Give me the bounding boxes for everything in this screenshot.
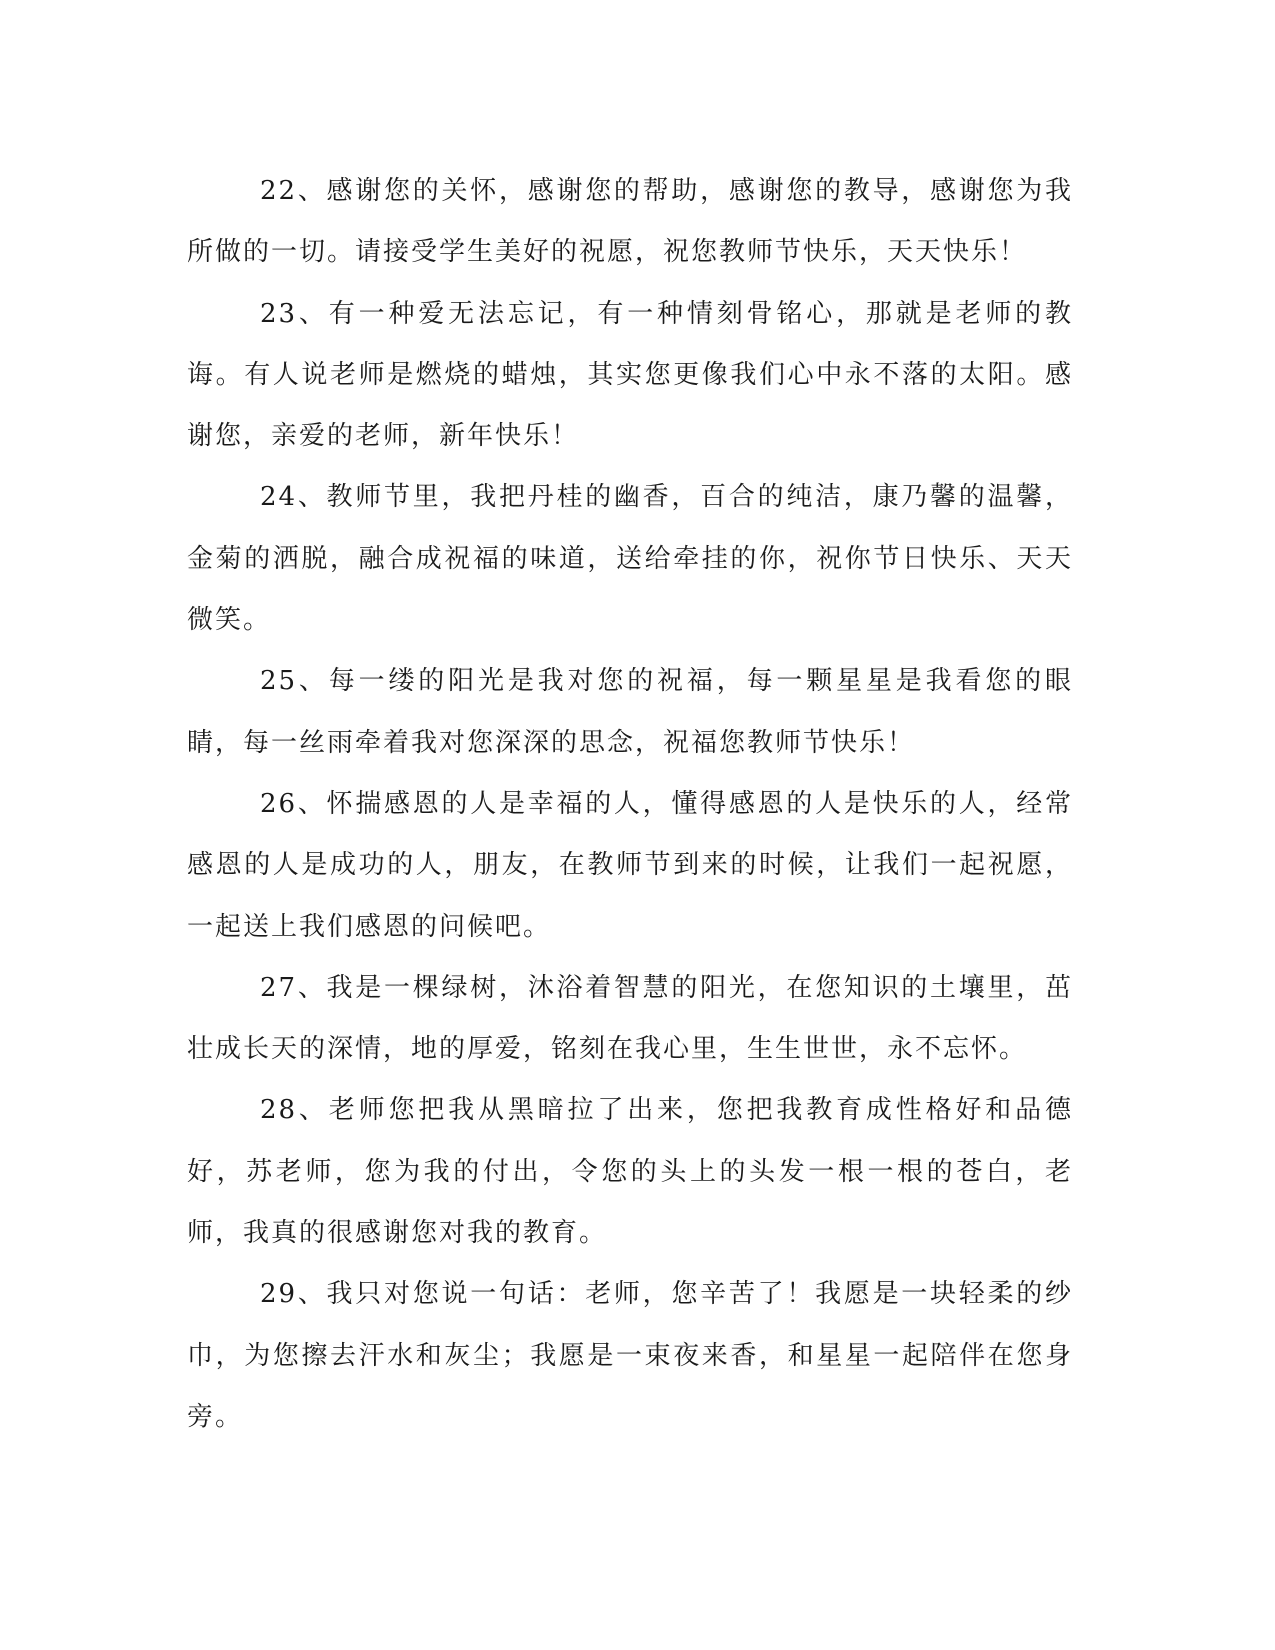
paragraph-28: 28、老师您把我从黑暗拉了出来，您把我教育成性格好和品德好，苏老师，您为我的付出，令您的头上的头发一根一根的苍白，老师，我真的很感谢您对我的教育。: [187, 1095, 1073, 1249]
paragraph-25: 25、每一缕的阳光是我对您的祝福，每一颗星星是我看您的眼睛，每一丝雨牵着我对您深深的思念，祝福您教师节快乐！: [187, 666, 1073, 758]
paragraph-24: 24、教师节里，我把丹桂的幽香，百合的纯洁，康乃馨的温馨，金菊的洒脱，融合成祝福的味道，送给牵挂的你，祝你节日快乐、天天微笑。: [187, 482, 1073, 636]
paragraph-26: 26、怀揣感恩的人是幸福的人，懂得感恩的人是快乐的人，经常感恩的人是成功的人，朋友，在教师节到来的时候，让我们一起祝愿，一起送上我们感恩的问候吧。: [187, 788, 1073, 942]
paragraph-27: 27、我是一棵绿树，沐浴着智慧的阳光，在您知识的土壤里，茁壮成长天的深情，地的厚爱，铭刻在我心里，生生世世，永不忘怀。: [187, 972, 1073, 1065]
paragraph-23: 23、有一种爱无法忘记，有一种情刻骨铭心，那就是老师的教诲。有人说老师是燃烧的蜡烛，其实您更像我们心中永不落的太阳。感谢您，亲爱的老师，新年快乐！: [187, 298, 1073, 452]
paragraph-22: 22、感谢您的关怀，感谢您的帮助，感谢您的教导，感谢您为我所做的一切。请接受学生美好的祝愿，祝您教师节快乐，天天快乐！: [187, 176, 1073, 268]
paragraph-29: 29、我只对您说一句话：老师，您辛苦了！我愿是一块轻柔的纱巾，为您擦去汗水和灰尘；我愿是一束夜来香，和星星一起陪伴在您身旁。: [187, 1279, 1073, 1432]
document-body: [187, 161, 1073, 1448]
